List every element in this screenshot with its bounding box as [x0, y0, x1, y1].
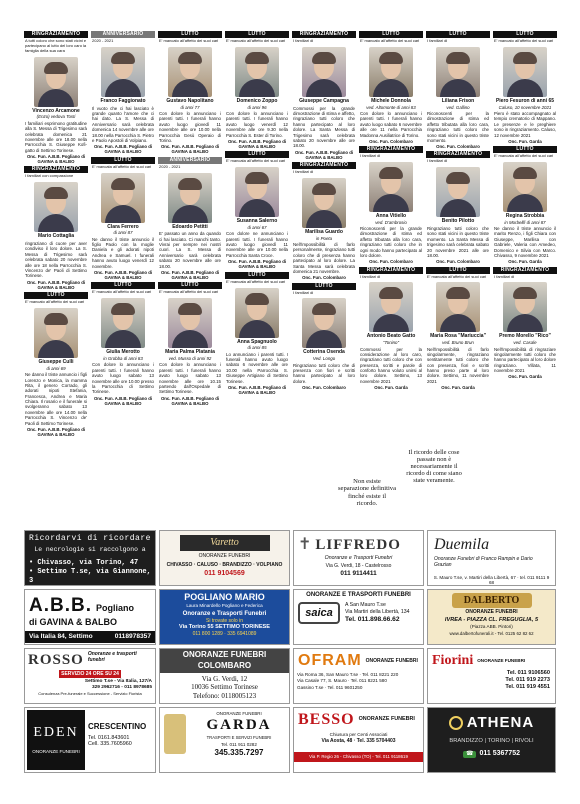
- funeral-home-signature: Onc. Fun. A.B.B. Pogliano di GAVINA & BALBO: [26, 426, 86, 438]
- obituary-card: [493, 267, 557, 382]
- deceased-name: Marilisa Guardo: [305, 228, 343, 235]
- card-banner: LUTTO: [493, 146, 557, 153]
- ad-ricordare-line2: • Settimo T.se, via Giannone, 3: [29, 568, 151, 585]
- quote-proust: [402, 447, 466, 528]
- ad-ricordare-line1: • Chivasso, via Torino, 47: [29, 558, 139, 567]
- deceased-name: Giuseppe Campagna: [299, 97, 349, 104]
- deceased-name: Domenico Zoppo: [236, 97, 278, 104]
- card-intro: I familiari di: [427, 38, 448, 43]
- card-banner: LUTTO: [91, 282, 155, 289]
- deceased-name: Maria Palma Platania: [165, 349, 215, 356]
- card-intro: E' mancata all'affetto dei suoi cari: [226, 278, 286, 284]
- ad-eden-phone2: Cell. 335.7605960: [88, 741, 132, 748]
- ad-garda-title: GARDA: [206, 717, 272, 734]
- card-intro: E' mancata all'affetto dei suoi cari: [159, 289, 219, 295]
- card-text: Con dolore lo annunciano i parenti tutti. I funerali hanno avuto luogo giovedì 11 novembre alle ore 10.00 nella Parrocchia Gesù Operaio di Torino.: [159, 111, 221, 143]
- card-banner: ANNIVERSARIO: [91, 31, 155, 38]
- obituary-card: [91, 157, 155, 283]
- quote-proust-text: Il ricordo delle cose passate non è necessariamente il ricordo di come siano state veramente.: [406, 449, 462, 485]
- portrait-photo: [302, 178, 346, 228]
- card-text: I familiari esprimono gratitudine alla S. Messa di Trigesimo sarà celebrata domenica 21 novembre alle ore 18.00 nella Parrocchia S. Giuseppe Kofi-gatto di Settimo Torinese.: [25, 120, 87, 153]
- ad-abb-title: A.B.B.: [29, 595, 92, 616]
- card-intro: E' mancata all'affetto dei suoi cari: [494, 153, 554, 159]
- obituary-card: [91, 31, 155, 157]
- deceased-age: di anni 69: [46, 365, 66, 371]
- card-banner: LUTTO: [225, 151, 289, 158]
- obituary-card: [426, 151, 490, 266]
- card-banner: LUTTO: [91, 157, 155, 164]
- deceased-name: Franco Faggionato: [100, 97, 146, 104]
- obituary-card: [426, 267, 490, 393]
- ad-ricordare-title: Ricordarvi di ricordare: [29, 534, 151, 543]
- ad-ofram-line3: Gassino T.se · Tel. 011 9601250: [297, 684, 363, 690]
- card-intro: E' mancato all'affetto dei suoi cari: [25, 299, 85, 305]
- portrait-photo: [369, 282, 413, 332]
- ad-rosso-line3: Consulenza Pre-funerale e Successione - Servizio Fiorista: [38, 691, 142, 697]
- deceased-age: ved. Musso di anni 92: [168, 356, 212, 362]
- card-intro: 2020 - 2021: [92, 38, 114, 43]
- card-text: Con dolore lo annunciano i parenti tutti. I funerali hanno avuto luogo sabato 6 novembre alle ore 11 nella Parrocchia Madonna Ausiliatrice di Torino.: [360, 111, 422, 138]
- ad-saica-logo: saica: [298, 602, 340, 624]
- ad-pogliano-sub: Laura Minardello Pogliano e Federica: [186, 602, 263, 608]
- portrait-photo: [503, 282, 547, 332]
- card-text: Nell'impossibilità di ringraziare singolarmente tutti coloro che hanno partecipato al loro dolore ringraziano. Villata, 11 novembre 2021: [494, 346, 556, 374]
- column-4: [225, 31, 289, 531]
- ad-fiorini-title: Fiorini: [432, 653, 474, 668]
- obituary-card: [24, 166, 88, 292]
- ad-pogliano-line1: Onoranze e Trasporti Funebri: [182, 610, 267, 617]
- card-text: Piero è stato accompagnato al tempio crematorio di Mappano. Le presenze e le preghiere sono in ringraziamento. Caluso, 12 novembre 2021: [494, 111, 556, 138]
- card-intro: E' mancata all'affetto dei suoi cari: [92, 163, 152, 169]
- funeral-home-signature: Onc. Fun. Colombaro: [436, 144, 480, 150]
- ad-rosso-sub: Onoranze e trasporti funebri: [87, 651, 137, 664]
- ad-varetto-logo: Varetto: [180, 535, 270, 551]
- card-text: Ringraziano tutti coloro che di presenza con fiori e scritti hanno partecipato al loro dolore.: [293, 362, 355, 384]
- deceased-age: in Grobba di anni 83: [103, 356, 143, 362]
- deceased-age: Ved. Longo: [312, 356, 336, 362]
- ad-colombaro-line2: 10036 Settimo Torinese: [191, 683, 258, 692]
- card-text: Ne danno il triste annuncio il figlio Paolo con la moglie Daniela e gli adorati nipoti Andrea e Samuel. I funerali hanno avuto luogo venerdì 12 novembre.: [92, 236, 154, 269]
- ad-abb-title2: Pogliano: [96, 603, 134, 613]
- portrait-photo: [503, 47, 547, 97]
- column-8: [493, 31, 557, 531]
- deceased-name: Anna Vitiello: [375, 212, 407, 219]
- deceased-age: Caluso, 10 novembre 2021: [498, 104, 552, 110]
- ad-duemila-title: Duemila: [434, 536, 490, 553]
- card-banner: RINGRAZIAMENTO: [426, 151, 490, 158]
- card-banner: LUTTO: [426, 267, 490, 274]
- card-text: Con dolore lo annunciano i parenti tutti. I funerali hanno avuto luogo sabato 13 novembre alle ore 10.15 partendo dall'Ospedale di Settimo Torinese.: [159, 362, 221, 395]
- deceased-age: di anni 85: [247, 345, 267, 351]
- portrait-photo: [34, 308, 78, 358]
- card-text: Con dolore ne annunciano i parenti tutti. I funerali hanno avuto luogo giovedì 11 novembre alle ore 10.00 nella Parrocchia Santa Croce.: [226, 231, 288, 258]
- ad-dalberto-line1: IVREA - PIAZZA CL. FREGUGLIA, 5: [444, 617, 539, 624]
- card-banner: LUTTO: [24, 292, 88, 299]
- obituary-card: [158, 157, 222, 283]
- ad-dalberto-title: DALBERTO: [452, 593, 532, 608]
- ad-abb-address: Via Italia 84, Settimo: [29, 633, 93, 641]
- card-intro: E' mancata all'affetto dei suoi cari: [427, 273, 487, 279]
- ad-eden-sub: ONORANZE FUNEBRI: [32, 749, 80, 755]
- deceased-age: ved. Casale: [513, 340, 537, 346]
- ad-rosso-line1: Settimo T.se - Via Italia, 127/A: [84, 679, 152, 685]
- ad-athena-title: ATHENA: [466, 714, 535, 731]
- funeral-home-signature: Onc. Fun. Colombaro: [302, 385, 346, 391]
- deceased-name: Anna Spagnuolo: [237, 338, 277, 345]
- deceased-name: Gustavo Napolitano: [166, 97, 214, 104]
- card-intro: I familiari di: [360, 153, 381, 159]
- ad-saica-title: ONORANZE E TRASPORTI FUNEBRI: [306, 592, 411, 598]
- card-text: E' passato un anno da quando ci hai lasciato. Ci manchi tanto. Vivrai per sempre nei nostri cuori. La S. Messa di Anniversario sarà celebrata sabato 20 novembre alle ore 18.00.: [159, 231, 221, 269]
- ad-garda-sub: ONORANZE FUNEBRI: [216, 711, 262, 716]
- portrait-photo: [302, 47, 346, 97]
- obituary-card: [24, 292, 88, 439]
- obituary-card: [426, 31, 490, 151]
- portrait-photo: [235, 167, 279, 217]
- ad-colombaro-title: ONORANZE FUNEBRI: [160, 649, 289, 661]
- ad-liffredo-sub: Onoranze e Trasporti Funebri: [324, 554, 393, 561]
- card-banner: LUTTO: [225, 272, 289, 279]
- card-text: Riconoscenti per la grande dimostrazione di stima ed affetto tributata alla loro cara, ringraziano tutti coloro che in ogni modo hanno partecipato al loro dolore.: [360, 226, 422, 258]
- deceased-name: Vincenzo Arcamone: [32, 107, 80, 114]
- phone-icon: ☎: [463, 751, 476, 758]
- ad-ricordare-sub: Le necrologie si raccolgono a: [34, 545, 146, 553]
- card-text: Con dolore lo annunciano i parenti tutti. I funerali hanno avuto luogo sabato 13 novembre alle ore 10.00 presso la Parrocchia di Settimo Torinese.: [92, 362, 154, 395]
- portrait-photo: [168, 173, 212, 223]
- portrait-photo: [235, 47, 279, 97]
- obituary-grid: [24, 31, 556, 531]
- ad-besso-line1: Chiusura per Centi Associati: [329, 731, 388, 737]
- card-text: Ringraziano tutti coloro che sono stati vicini in questo triste momento. La Santa Messa di trigesimo sarà celebrata sabato 20 novembre 2021 alle ore 18.00.: [427, 226, 489, 258]
- portrait-photo: [369, 47, 413, 97]
- ad-garda[interactable]: [159, 707, 290, 773]
- ad-athena-phone: 011 5367752: [479, 750, 520, 758]
- card-text: Riconoscenti per la dimostrazione di stima ed affetto tributata alla loro cara, ringraziano tutti coloro che sono stati vicini in questo triste momento.: [427, 111, 489, 143]
- deceased-age: "Tonino": [382, 340, 400, 346]
- ad-colombaro-phone: Telefono: 0118005123: [192, 691, 257, 700]
- card-text: Nell'impossibilità di farlo personalmente, ringraziano tutti coloro che di presenza hanno partecipato al loro dolore. La Santa Messa sarà celebrata domenica 21 novembre.: [293, 242, 355, 274]
- ad-rosso-title: ROSSO: [28, 652, 84, 668]
- card-intro: I familiari di: [293, 38, 314, 43]
- ad-varetto-sub: ONORANZE FUNEBRI: [198, 553, 251, 559]
- card-text: ringraziano di cuore per aver condiviso il loro dolore. La S. Messa di Trigesimo sarà celebrata sabato 20 novembre alle ore 18 nella Parrocchia S. Vincenzo de' Paoli di Settimo Torinese.: [25, 241, 87, 279]
- ad-pogliano-phone: 011 800 1289 · 335 6941089: [192, 630, 257, 637]
- card-banner: RINGRAZIAMENTO: [493, 267, 557, 274]
- obituary-card: [225, 272, 289, 398]
- portrait-photo: [436, 167, 480, 217]
- ad-besso-sub: ONORANZE FUNEBRI: [358, 716, 415, 723]
- ad-saica-line2: Via Martiri della Libertà, 134: [345, 609, 410, 616]
- card-intro: I familiari di: [494, 273, 515, 279]
- deceased-age: ved. D'ambrosio: [375, 219, 407, 225]
- ad-abb-title3: di GAVINA & BALBO: [29, 617, 117, 628]
- column-1: [24, 31, 88, 531]
- obituary-card: [292, 162, 356, 282]
- deceased-name: Susanna Salerno: [236, 218, 278, 225]
- ad-saica-phone: Tel. 011.898.66.62: [345, 615, 400, 623]
- card-intro: A tutti coloro che sono stati vicini e partecipano al lutto del loro caro la famiglia della sua cara: [25, 38, 87, 53]
- deceased-age: di anni 87: [113, 230, 133, 236]
- ad-colombaro-title2: COLOMBARO: [160, 661, 289, 673]
- card-intro: I familiari di: [427, 158, 448, 164]
- ad-saica[interactable]: [293, 589, 424, 645]
- portrait-photo: [168, 47, 212, 97]
- card-text: Il vuoto che ci hai lasciato è grande quanto l'amore che ci hai dato. La S. Messa di Anniversario sarà celebrata domenica 14 novembre alle ore 18.00 nella Parrocchia S. Pietro e Paolo Apostoli di Volpiano.: [92, 105, 154, 143]
- obituary-card: [225, 151, 289, 271]
- obituary-card: [225, 31, 289, 151]
- card-text: Commossi per la considerazione al loro caro, ringraziano tutti coloro che con presenza, scritti e parole di conforto hanno voluto unirsi al loro dolore. Settimo, 13 novembre 2021: [360, 346, 422, 384]
- portrait-photo: [436, 47, 480, 97]
- card-banner: LUTTO: [359, 31, 423, 38]
- funeral-home-signature: Onc. Fun. A.B.B. Pogliano di GAVINA & BALBO: [26, 154, 86, 165]
- deceased-name: Mario Cottaglia: [37, 233, 75, 240]
- ad-ofram-sub: ONORANZE FUNEBRI: [365, 657, 418, 664]
- card-banner: LUTTO: [158, 31, 222, 38]
- deceased-name: Giulia Merotto: [106, 349, 140, 356]
- ad-ofram-line1: Via Roma 36, San Mauro T.se · Tel. 011 8221 220: [297, 671, 399, 677]
- ad-varetto-phone: 011 9104569: [204, 570, 245, 578]
- funeral-home-signature: Onc. Fun. Garda: [508, 374, 542, 380]
- column-5: [292, 31, 356, 531]
- deceased-age: ved. Bruno Brun: [442, 340, 474, 346]
- ad-saica-line1: A San Mauro T.se: [345, 602, 386, 609]
- card-intro: I familiari di: [293, 169, 314, 175]
- portrait-photo: [302, 298, 346, 348]
- ad-athena-towns: BRANDIZZO | TORINO | RIVOLI: [449, 738, 534, 745]
- funeral-home-signature: Onc. Fun. Colombaro: [369, 259, 413, 265]
- ad-ofram[interactable]: [293, 648, 424, 704]
- deceased-name: Michele Donnola: [371, 97, 411, 104]
- deceased-age: in Poeta: [315, 235, 333, 241]
- portrait-photo: [369, 162, 413, 212]
- deceased-name: Cotterina Osenda: [303, 349, 345, 356]
- ad-athena[interactable]: [427, 707, 556, 773]
- card-intro: E' mancato all'affetto dei suoi cari: [360, 38, 420, 43]
- card-text: Commossi per la grande dimostrazione di stima e affetto, ringraziano tutti coloro che hanno partecipato al loro dolore. La Santa Messa di Trigesimo sarà celebrata sabato 20 novembre alle ore 18.00.: [293, 105, 355, 149]
- funeral-home-signature: Onc. Fun. A.B.B. Pogliano di GAVINA & BALBO: [160, 269, 220, 281]
- ad-duemila[interactable]: [427, 530, 556, 586]
- ad-besso[interactable]: [293, 707, 424, 773]
- cross-icon: ✝: [298, 536, 312, 553]
- card-banner: LUTTO: [225, 31, 289, 38]
- ad-varetto[interactable]: [159, 530, 290, 586]
- obituary-card: [158, 31, 222, 157]
- funeral-home-signature: Onc. Fun. A.B.B. Pogliano di GAVINA & BALBO: [294, 149, 354, 160]
- garda-logo-icon: [164, 714, 186, 754]
- obituary-card: [359, 267, 423, 393]
- obituary-card: [359, 146, 423, 266]
- deceased-name: Premo Morello "Rico": [499, 333, 551, 340]
- card-banner: RINGRAZIAMENTO: [292, 31, 356, 38]
- deceased-name: Clara Ferrero: [107, 223, 139, 230]
- ad-besso-line2: Via Aosta, 48 · Tel. 335 5704403: [321, 738, 396, 745]
- card-banner: RINGRAZIAMENTO: [359, 267, 423, 274]
- ad-liffredo-phone: 011 9114411: [340, 569, 377, 577]
- ad-duemila-address: S. Mauro T.se, v. Martiri della Libertà, 67 · tel. 011 9111 9 68: [433, 574, 550, 586]
- ad-ofram-line2: Via Casale 77, S. Mauro · Tel. 011 8221 580: [297, 678, 387, 684]
- card-text: Nell'impossibilità di farlo singolarmente, ringraziano sentitamente tutti coloro che con presenza, fiori e scritti hanno preso parte al loro dolore. Settimo, 11 novembre 2021: [427, 346, 489, 384]
- card-banner: ANNIVERSARIO: [158, 157, 222, 164]
- ad-garda-phone: 345.335.7297: [214, 748, 264, 758]
- ad-eden-phone1: Tel. 0161.843601: [88, 734, 130, 741]
- column-2: [91, 31, 155, 531]
- portrait-photo: [235, 288, 279, 338]
- funeral-home-signature: Onc. Fun. A.B.B. Pogliano di GAVINA & BALBO: [227, 138, 287, 150]
- card-intro: E' mancato all'affetto dei suoi cari: [494, 38, 554, 43]
- card-banner: RINGRAZIAMENTO: [24, 166, 88, 173]
- obituary-card: [158, 282, 222, 408]
- funeral-home-signature: Onc. Fun. A.B.B. Pogliano di GAVINA & BALBO: [26, 279, 86, 290]
- deceased-name: Maria Rosa "Mariuccia": [430, 333, 486, 340]
- obituary-card: [493, 31, 557, 146]
- ad-garda-line2: Tel. 011 911 0282: [221, 741, 257, 747]
- card-intro: E' mancato all'affetto dei suoi cari: [159, 38, 219, 43]
- ad-colombaro[interactable]: [159, 648, 290, 704]
- card-text: Con dolore lo annunciano i parenti tutti. I funerali hanno avuto luogo venerdì 12 novembre alle ore 9.30 nella Parrocchia S. Ester di Torino.: [226, 111, 288, 138]
- card-intro: I familiari con compassione: [25, 173, 74, 179]
- ad-varetto-towns: CHIVASSO · CALUSO · BRANDIZZO · VOLPIANO: [166, 562, 283, 569]
- deceased-age: in Morbellli di anni 87: [504, 219, 546, 225]
- ad-abb-pogliano[interactable]: [24, 589, 156, 645]
- card-text: Ne danno il triste annuncio i figli Lorenzo e Monica, la mamma Rita, il genero Corrado, gli adorati nipoti Stefania, Francesca, Andrea e Maria Chiara. Il rosario e il funerale si svolgeranno sabato 13 novembre alle ore 14.00 nella Parrocchia S. Vincenzo de' Paoli di Settimo Torinese.: [25, 372, 87, 426]
- portrait-photo: [168, 298, 212, 348]
- portrait-photo: [101, 47, 145, 97]
- ad-pogliano-line3: Via Torino 55 SETTIMO TORINESE: [178, 623, 271, 630]
- obituary-card: [359, 31, 423, 146]
- athena-logo-icon: [449, 716, 463, 730]
- card-banner: LUTTO: [426, 31, 490, 38]
- funeral-home-signature: Onc. Fun. Garda: [508, 138, 542, 144]
- quote-allende-text: Non esiste separazione definitiva finché esiste il ricordo.: [337, 478, 397, 507]
- ad-duemila-sub: Onoranze Funebri di Franco Rampin e Dario Grazian: [434, 555, 533, 568]
- obituary-card: [24, 31, 88, 166]
- ad-fiorini[interactable]: [427, 648, 556, 704]
- card-intro: E' mancato all'affetto dei suoi cari: [226, 38, 286, 43]
- ad-garda-line1: TRASPORTI E SERVIZI FUNEBRI: [206, 734, 272, 740]
- ad-rosso[interactable]: [24, 648, 156, 704]
- ad-rosso-tag: SERVIZIO 24 ORE SU 24: [59, 670, 121, 678]
- ad-dalberto-line2: (Piazza ABB. Pintori): [470, 623, 513, 629]
- deceased-name: Regina Strobbia: [505, 212, 545, 219]
- ad-liffredo-title: LIFFREDO: [315, 536, 401, 553]
- portrait-photo: [436, 282, 480, 332]
- ad-fiorini-phone2: Tel. 011 919 2273: [505, 676, 550, 683]
- quote-allende: [335, 470, 399, 528]
- ad-ofram-title: OFRAM: [298, 652, 362, 669]
- ad-eden-name: CRESCENTINO: [88, 722, 147, 731]
- ad-pogliano-title: POGLIANO MARIO: [184, 592, 265, 602]
- obituary-card: [292, 31, 356, 162]
- funeral-home-signature: Onc. Fun. Garda: [508, 259, 542, 265]
- ad-dalberto-sub: ONORANZE FUNEBRI: [465, 609, 518, 615]
- card-banner: RINGRAZIAMENTO: [359, 146, 423, 153]
- ad-liffredo-address: Via G. Verdi, 18 - Castelrosso: [325, 562, 392, 569]
- funeral-home-signature: Onc. Fun. A.B.B. Pogliano di GAVINA & BALBO: [160, 395, 220, 406]
- ad-fiorini-sub: ONORANZE FUNEBRI: [477, 657, 526, 663]
- funeral-home-signature: Onc. Fun. A.B.B. Pogliano di GAVINA & BALBO: [93, 144, 153, 155]
- ad-abb-phone: 0118978357: [114, 633, 151, 641]
- funeral-home-signature: Onc. Fun. A.B.B. Pogliano di GAVINA & BALBO: [227, 259, 287, 270]
- ad-ricordare[interactable]: [24, 530, 156, 586]
- funeral-home-signature: Onc. Fun. Garda: [441, 385, 475, 391]
- ad-rosso-line2: 329 2962716 - 011 8978685: [91, 685, 152, 691]
- portrait-photo: [101, 173, 145, 223]
- portrait-photo: [34, 57, 78, 107]
- deceased-name: Edoardo Petitti: [172, 223, 208, 230]
- funeral-home-signature: Onc. Fun. Colombaro: [302, 275, 346, 281]
- portrait-photo: [503, 162, 547, 212]
- funeral-home-signature: Onc. Fun. Colombaro: [436, 259, 480, 265]
- column-3: [158, 31, 222, 531]
- deceased-age: (Enzo) vedova Tosti: [36, 114, 76, 120]
- ad-dalberto[interactable]: [427, 589, 556, 645]
- card-banner: RINGRAZIAMENTO: [292, 162, 356, 169]
- deceased-age: ved. Gallino: [446, 104, 470, 110]
- deceased-age: di anni 67: [247, 224, 267, 230]
- ad-besso-line3: Via P. Regio 26 - Chivasso (TO) - Tel. 011 9118619: [294, 752, 423, 761]
- deceased-age: di anni 77: [180, 104, 200, 110]
- ad-eden[interactable]: [24, 707, 156, 773]
- card-intro: I familiari di: [360, 273, 381, 279]
- card-banner: RINGRAZIAMENTO: [24, 31, 88, 38]
- card-text: Ne danno il triste annuncio il marito Renzo, i figli Chiara con Giuseppe, Marilisa con Gabriele, Valeria con Amedeo, Domenico e Silvia con Marco. Chivasso, 9 novembre 2021: [494, 226, 556, 258]
- obituary-card: [292, 283, 356, 393]
- ad-pogliano-mario[interactable]: [159, 589, 290, 645]
- card-intro: 2020 - 2021: [159, 163, 181, 169]
- ad-liffredo[interactable]: [293, 530, 424, 586]
- ad-besso-title: BESSO: [298, 711, 355, 728]
- deceased-age: di anni 96: [247, 104, 267, 110]
- card-intro: E' mancata all'affetto dei suoi cari: [226, 158, 286, 164]
- funeral-home-signature: Onc. Fun. A.B.B. Pogliano di GAVINA & BALBO: [93, 395, 153, 406]
- ad-pogliano-line2: Si trovate solo in: [206, 617, 243, 624]
- ad-colombaro-line1: Via G. Verdi, 12: [201, 674, 248, 683]
- ad-eden-title: EDEN: [33, 725, 79, 740]
- ad-fiorini-phone1: Tel. 011 9106560: [506, 670, 550, 677]
- funeral-home-signature: Onc. Fun. Colombaro: [369, 138, 413, 144]
- portrait-photo: [101, 298, 145, 348]
- obituary-card: [493, 146, 557, 266]
- obituary-card: [91, 282, 155, 408]
- card-banner: LUTTO: [292, 283, 356, 290]
- card-banner: LUTTO: [493, 31, 557, 38]
- deceased-name: Benito Pilotto: [441, 218, 475, 225]
- deceased-name: Giuseppe Culli: [38, 359, 74, 366]
- funeral-home-signature: Onc. Fun. Garda: [374, 385, 408, 391]
- card-text: Lo annunciano i parenti tutti. I funerali hanno avuto luogo sabato 6 novembre alle ore 10.00 nella Parrocchia S. Giuseppe Artigiano di Settimo Torinese.: [226, 351, 288, 384]
- card-intro: I familiari di: [293, 289, 314, 295]
- deceased-name: Piero Fesuron di anni 65: [495, 97, 555, 104]
- card-intro: E' mancato all'affetto dei suoi cari: [92, 289, 152, 295]
- ad-dalberto-phone: www.dalbertofunerali.it - Tel. 0125 62 82 62: [449, 630, 534, 636]
- funeral-home-signature: Onc. Fun. A.B.B. Pogliano di GAVINA & BALBO: [227, 384, 287, 396]
- funeral-home-signature: Onc. Fun. A.B.B. Pogliano di GAVINA & BALBO: [93, 269, 153, 281]
- card-banner: LUTTO: [158, 282, 222, 289]
- deceased-age: ved. Altomonte di anni 83: [366, 104, 416, 110]
- deceased-name: Antonio Beato Gatto: [366, 333, 416, 340]
- funeral-home-signature: Onc. Fun. A.B.B. Pogliano di GAVINA & BALBO: [160, 144, 220, 155]
- deceased-name: Liliana Frison: [441, 97, 475, 104]
- ad-fiorini-phone3: Tel. 011 919 4551: [505, 683, 550, 690]
- portrait-photo: [34, 182, 78, 232]
